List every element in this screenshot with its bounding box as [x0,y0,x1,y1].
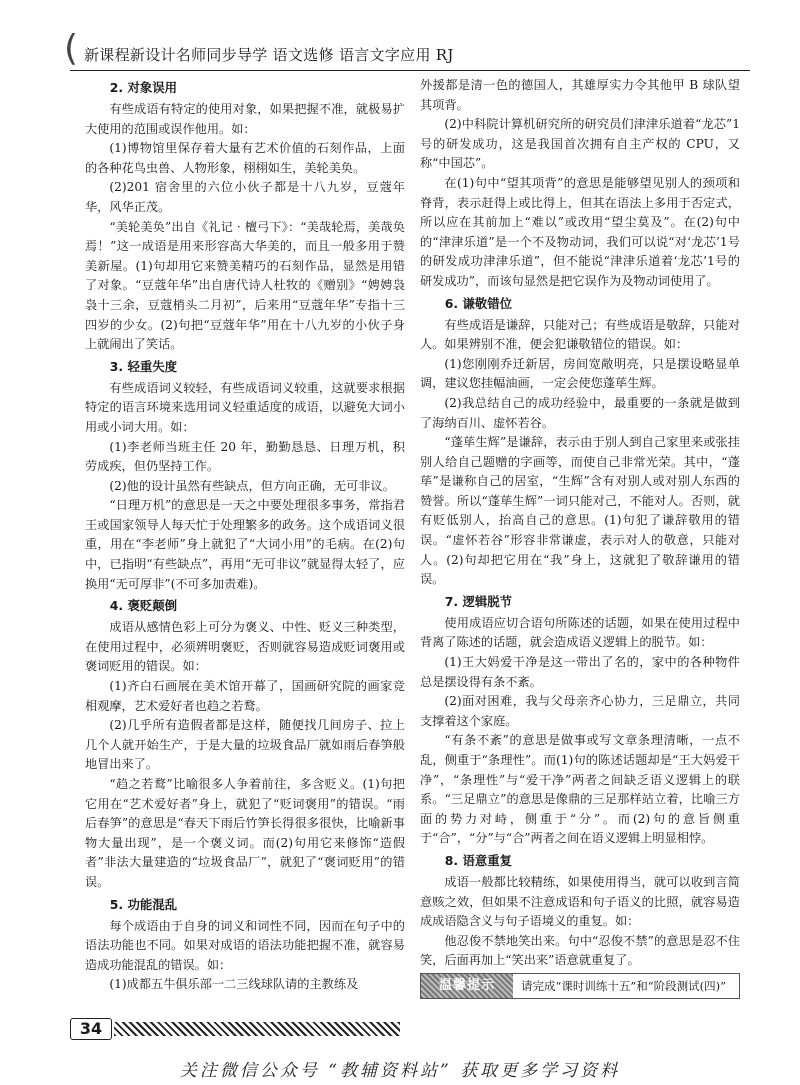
paragraph: (1)成都五牛俱乐部一二三线球队请的主教练及 [109,977,359,992]
right-column-body [420,76,740,971]
section-heading: 4. 褒贬颠倒 [109,598,178,614]
paragraph: (1)齐白石画展在美术馆开幕了，国画研究院的画家竞相观摩，艺术爱好者也趋之若鹜。 [85,679,405,713]
section-heading: 3. 轻重失度 [109,358,178,374]
section-heading: 2. 对象误用 [109,80,178,95]
right-column [420,76,740,999]
paragraph: (1)您刚刚乔迁新居，房间宽敞明亮，只是摆设略显单调，建议您挂幅油画，一定会使您蓬荜生辉。 [420,356,740,391]
paragraph: 每个成语由于自身的词义和词性不同，因而在句子中的语法功能也不同。如果对成语的语法功能把握不准，就容易造成功能混乱的错误。如： [85,918,405,972]
paragraph: “有条不紊”的意思是做事或写文章条理清晰，一点不乱，侧重于“条理性”。而(1)句的陈述话题却是“王大妈爱干净”，“条理性”与“爱干净”两者之间缺乏语义逻辑上的联系。“三足鼎立”的意思是像鼎的三足那样站立着，比喻三方面的势力对峙，侧重于“分”。而(2)句的意旨侧重于“合”，“分”与“合”两者之间在语义逻辑上明显相悖。 [420,733,740,846]
paragraph: (1)王大妈爱干净是这一带出了名的，家中的各种物件总是摆设得有条不紊。 [420,655,740,689]
header-title: 新课程新设计名师同步导学 语文选修 语言文字应用 RJ [84,46,454,64]
reminder-box [420,973,740,999]
paragraph: “趋之若鹜”比喻很多人争着前往，多含贬义。(1)句把它用在“艺术爱好者”身上，就犯了“贬词褒用”的错误。“雨后春笋”的意思是“春天下雨后竹笋长得很多很快，比喻新事物大量出现”，是一个褒义词。而(2)句用它来修饰“造假者”非法大量建造的“垃圾食品厂”，就犯了“褒词贬用”的错误。 [85,777,405,889]
paragraph: (2)中科院计算机研究所的研究员们津津乐道着“龙芯”1号的研发成功，这是我国首次拥有自主产权的 CPU，又称“中国芯”。 [420,117,740,171]
paragraph: “美轮美奂”出自《礼记 · 檀弓下》：“美哉轮焉，美哉奂焉！”这一成语是用来形容高大华美的，而且一般多用于赞美新屋。(1)句却用它来赞美精巧的石刻作品，显然是用错了对象。“豆蔻年华”出自唐代诗人杜牧的《赠别》“娉娉袅袅十三余，豆蔻梢头二月初”，后来用“豆蔻年华”专指十三四岁的少女。(2)句把“豆蔻年华”用在十八九岁的小伙子身上就闹出了笑话。 [85,219,405,352]
paragraph: 外援都是清一色的德国人，其雄厚实力令其他甲 B 球队望其项背。 [420,78,740,112]
paragraph: (1)李老师当班主任 20 年，勤勤恳恳、日理万机，积劳成疾，但仍坚持工作。 [85,439,405,474]
paragraph: 有些成语词义较轻，有些成语词义较重，这就要求根据特定的语言环境来选用词义轻重适度的成语，以避免大词小用或小词大用。如： [85,380,405,434]
paragraph: “蓬荜生辉”是谦辞，表示由于别人到自己家里来或张挂别人给自己题赠的字画等，而使自己非常光荣。其中，“蓬荜”是谦称自己的居室，“生辉”含有对别人或对别人东西的赞誉。所以“蓬荜生辉”一词只能对己，不能对人。否则，就有贬低别人，抬高自己的意思。(1)句犯了谦辞敬用的错误。“虚怀若谷”形容非常谦虚，表示对人的敬意，只能对人。(2)句却把它用在“我”身上，这就犯了敬辞谦用的错误。 [420,435,740,587]
paragraph: “日理万机”的意思是一天之中要处理很多事务，常指君王或国家领导人每天忙于处理繁多的政务。这个成语词义很重，用在“李老师”身上就犯了“大词小用”的毛病。在(2)句中，已指明“有些缺点”，再用“无可非议”就显得太轻了，应换用“无可厚非”(不可多加责难)。 [85,498,405,591]
paragraph: 在(1)句中“望其项背”的意思是能够望见别人的颈项和脊背，表示赶得上或比得上，但其在语法上多用于否定式，所以应在其前加上“难以”或改用“望尘莫及”。在(2)句中的“津津乐道”是一个不及物动词，我们可以说“对‘龙芯’1号的研发成功津津乐道”，但不能说“津津乐道着‘龙芯’1号的研发成功”，而该句显然是把它误作为及物动词使用了。 [420,175,740,288]
left-column [85,76,405,995]
page-footer [70,1018,400,1038]
paragraph: (2)201 宿舍里的六位小伙子都是十八九岁，豆蔻年华，风华正茂。 [85,180,405,214]
paragraph: 成语一般都比较精练，如果使用得当，就可以收到言简意赅之效，但如果不注意成语和句子语义的比照，就容易造成成语隐含义与句子语境义的重复。如： [420,874,740,929]
paragraph: 使用成语应切合语句所陈述的话题，如果在使用过程中背离了陈述的话题，就会造成语义逻辑上的脱节。如： [420,615,740,650]
section-heading: 6. 谦敬错位 [444,295,513,311]
section-heading: 5. 功能混乱 [109,896,178,912]
reminder-label: 温馨提示 [421,974,513,998]
running-header [64,28,750,71]
paragraph: (2)他的设计虽然有些缺点，但方向正确，无可非议。 [109,478,395,493]
section-heading: 8. 语意重复 [444,852,513,868]
header-bracket-icon: ( [64,28,79,69]
paragraph: (2)几乎所有造假者都是这样，随便找几间房子、拉上几个人就开始生产，于是大量的垃圾食品厂就如雨后春笋般地冒出来了。 [85,718,405,772]
footer-pattern [114,1022,400,1036]
paragraph: 有些成语是谦辞，只能对己；有些成语是敬辞，只能对人。如果辨别不准，便会犯谦敬错位的错误。如： [420,317,740,352]
promo-banner: 关注微信公众号 “教辅资料站” 获取更多学习资料 [179,1061,621,1081]
paragraph: 成语从感情色彩上可分为褒义、中性、贬义三种类型，在使用过程中，必须辨明褒贬，否则就容易造成贬词褒用或褒词贬用的错误。如： [85,620,405,674]
paragraph: (2)面对困难，我与父母亲齐心协力，三足鼎立，共同支撑着这个家庭。 [420,694,740,728]
page-number: 34 [70,1018,112,1040]
section-heading: 7. 逻辑脱节 [444,593,513,609]
paragraph: (1)博物馆里保存着大量有艺术价值的石刻作品，上面的各种花鸟虫兽、人物形象，栩栩如生，美轮美奂。 [85,141,405,175]
paragraph: 有些成语有特定的使用对象，如果把握不准，就极易扩大使用的范围或误作他用。如： [85,102,405,136]
paragraph: 他忍俊不禁地笑出来。句中“忍俊不禁”的意思是忍不住笑，后面再加上“笑出来”语意就重复了。 [420,933,740,968]
reminder-text: 请完成“课时训练十五”和“阶段测试(四)” [521,978,726,993]
paragraph: (2)我总结自己的成功经验中，最重要的一条就是做到了海纳百川、虚怀若谷。 [420,395,740,430]
